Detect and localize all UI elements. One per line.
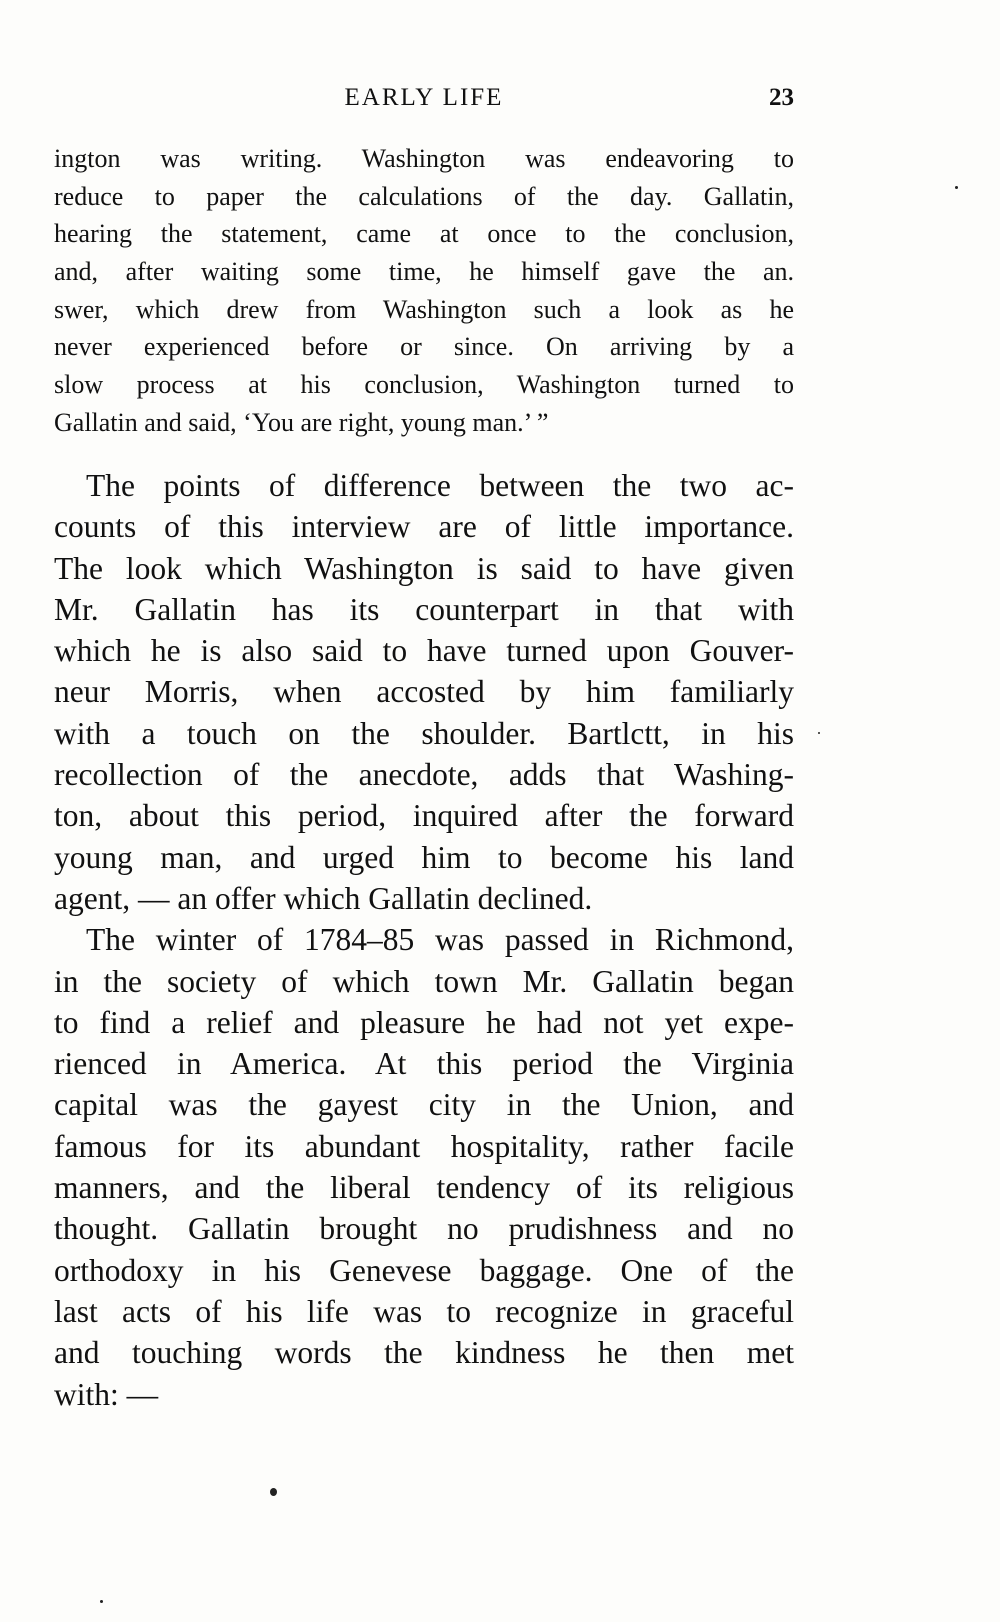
paragraph-line: last acts of his life was to recognize in graceful [54,1293,794,1329]
paragraph-line: thought. Gallatin brought no prudishness and no [54,1211,794,1247]
paragraph-line: recollection of the anecdote, adds that Washing- [54,757,794,793]
paragraph-line: Mr. Gallatin has its counterpart in that with [54,591,794,627]
quote-line: swer, which drew from Washington such a look as he [54,294,794,324]
paragraph-line: in the society of which town Mr. Gallatin began [54,963,794,999]
quote-line: reduce to paper the calculations of the day. Gallatin, [54,181,794,211]
quote-line: and, after waiting some time, he himself gave the an. [54,257,794,287]
running-title: EARLY LIFE [344,84,504,111]
paragraph-line: with: — [54,1376,159,1412]
paragraph-line: to find a relief and pleasure he had not yet expe- [54,1004,794,1040]
paragraph-line: counts of this interview are of little importance. [54,509,794,545]
ink-speck [100,1600,103,1603]
paragraph-1 [54,465,794,919]
paragraph-line: rienced in America. At this period the Virginia [54,1046,794,1082]
paragraph-line: young man, and urged him to become his land [54,839,794,875]
running-header [54,84,794,118]
paragraph-line: ton, about this period, inquired after the forward [54,798,794,834]
paragraph-line: neur Morris, when accosted by him familiarly [54,674,794,710]
ink-speck [818,732,820,734]
ink-speck [270,1488,277,1496]
paragraph-line: orthodoxy in his Genevese baggage. One of the [54,1252,794,1288]
paragraph-line: capital was the gayest city in the Union, and [54,1087,794,1123]
body-text [54,465,794,1415]
ink-speck [955,186,958,189]
paragraph-line: with a touch on the shoulder. Bartlctt, in his [54,715,794,751]
quote-line: never experienced before or since. On arriving by a [54,332,794,362]
quote-line: hearing the statement, came at once to the conclusion, [54,219,794,249]
quoted-passage [54,140,794,442]
paragraph-line: The points of difference between the two ac- [86,468,794,503]
paragraph-line: and touching words the kindness he then met [54,1335,794,1371]
paragraph-line: agent, — an offer which Gallatin declined. [54,880,593,916]
quote-line: slow process at his conclusion, Washington turned to [54,370,794,400]
page-number: 23 [769,84,794,111]
paragraph-line: manners, and the liberal tendency of its religious [54,1170,794,1206]
paragraph-line: The look which Washington is said to have given [54,550,794,586]
paragraph-line: The winter of 1784–85 was passed in Richmond, [86,922,794,958]
paragraph-line: which he is also said to have turned upon Gouver- [54,633,794,669]
quote-line: ington was writing. Washington was endeavoring to [54,144,794,173]
quote-line: Gallatin and said, ‘You are right, young man.’ ” [54,407,549,437]
paragraph-2 [54,919,794,1415]
paragraph-line: famous for its abundant hospitality, rather facile [54,1128,794,1164]
